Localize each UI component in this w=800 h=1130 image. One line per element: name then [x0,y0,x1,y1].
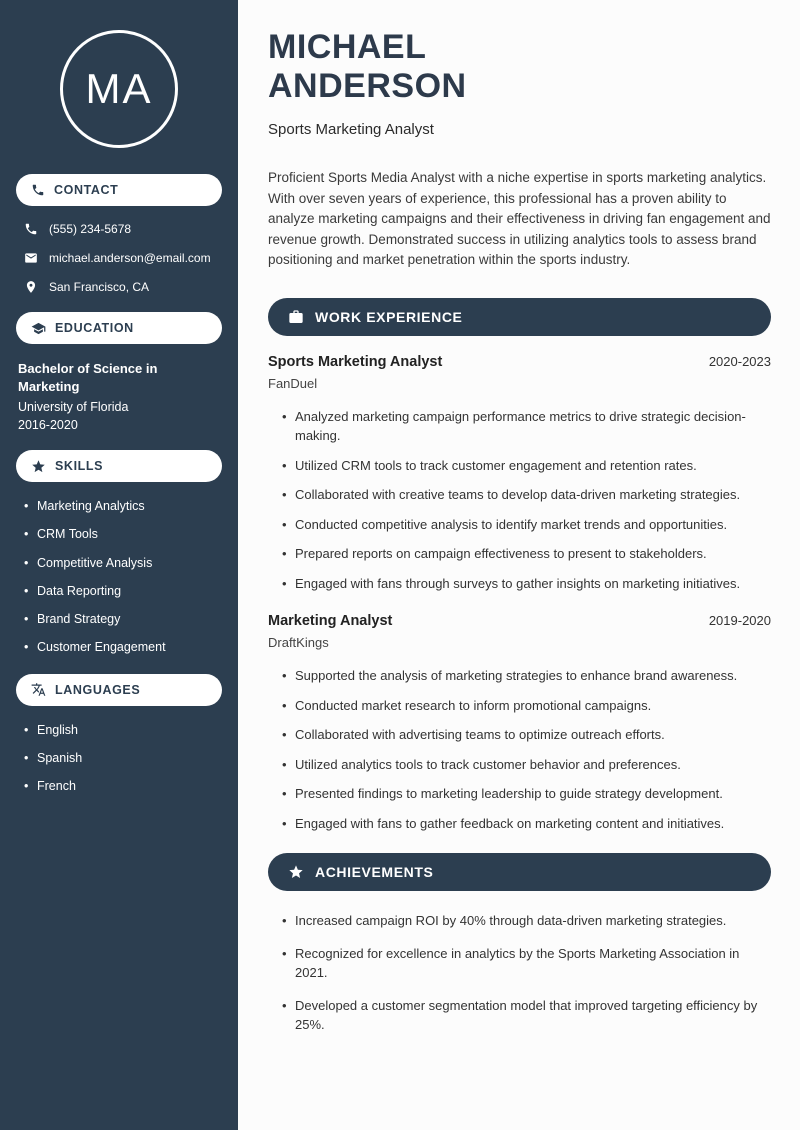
main-content [238,0,800,1130]
bullet-item: • Conducted competitive analysis to identify market trends and opportunities. [282,515,771,535]
skill-item: • Data Reporting [24,583,222,599]
translate-icon [31,682,46,697]
languages-section-header [16,674,222,706]
contact-phone-row [24,222,222,236]
achievements-header [268,853,771,891]
job-company: DraftKings [268,635,329,651]
achievements-section [268,853,771,1035]
bullet-item: • Utilized CRM tools to track customer engagement and retention rates. [282,456,771,476]
bullet-item: • Utilized analytics tools to track customer behavior and preferences. [282,755,771,775]
graduation-cap-icon [31,321,46,336]
profile-summary: Proficient Sports Media Analyst with a niche expertise in sports marketing analytics. With over seven years of experience, this professional has a proven ability to analyze marketing campaigns and their effectiveness in driving fan engagement and revenue growth. Demonstrated success in utilizing analytics tools to assess brand positioning and market penetration within the sports industry. [268,170,771,268]
phone-icon [31,183,45,197]
bullet-item: • Engaged with fans to gather feedback on marketing content and initiatives. [282,814,771,834]
skill-item: • CRM Tools [24,526,222,542]
education-title: EDUCATION [55,321,134,335]
contact-email-row [24,251,222,265]
languages-list [24,722,222,795]
last-name: ANDERSON [268,67,467,106]
languages-title: LANGUAGES [55,682,141,697]
location-value: San Francisco, CA [49,280,150,294]
sidebar [0,0,238,1130]
job-role: Marketing Analyst [268,613,393,630]
contact-section-header [16,174,222,206]
mail-icon [24,251,38,265]
language-item: • English [24,722,222,738]
skill-item: • Competitive Analysis [24,555,222,571]
school: University of Florida [18,400,129,415]
bullet-item: • Analyzed marketing campaign performance metrics to drive strategic decision-making. [282,407,771,446]
bullet-item: • Conducted market research to inform promotional campaigns. [282,696,771,716]
bullet-item: • Prepared reports on campaign effectiveness to present to stakeholders. [282,544,771,564]
achievement-item: • Recognized for excellence in analytics by the Sports Marketing Association in 2021. [282,944,771,983]
job-role: Sports Marketing Analyst [268,353,443,370]
contact-location-row [24,280,222,294]
degree: Bachelor of Science in Marketing [18,361,158,394]
person-name [268,28,771,106]
contact-title: CONTACT [54,183,119,197]
job-header-row [268,613,771,629]
job-header-row [268,354,771,370]
phone-value: (555) 234-5678 [49,222,132,236]
bullet-item: • Presented findings to marketing leadership to guide strategy development. [282,784,771,804]
achievements-list [268,911,771,1035]
phone-icon [24,222,38,236]
achievements-title: ACHIEVEMENTS [315,864,434,881]
skill-item: • Customer Engagement [24,639,222,655]
skills-section-header [16,450,222,482]
job-bullets [268,407,771,594]
bullet-item: • Engaged with fans through surveys to gather insights on marketing initiatives. [282,574,771,594]
bullet-item: • Collaborated with advertising teams to optimize outreach efforts. [282,725,771,745]
education-years: 2016-2020 [18,418,78,433]
skill-item: • Marketing Analytics [24,498,222,514]
star-icon [288,864,304,880]
language-item: • Spanish [24,750,222,766]
language-item: • French [24,778,222,794]
work-experience-header [268,298,771,336]
star-icon [31,459,46,474]
bullet-item: • Supported the analysis of marketing strategies to enhance brand awareness. [282,666,771,686]
job-company: FanDuel [268,375,318,391]
job-entry [268,354,771,594]
headline-job-title: Sports Marketing Analyst [268,121,434,139]
avatar [60,30,178,148]
email-value: michael.anderson@email.com [49,251,211,265]
job-bullets [268,666,771,833]
education-details [18,360,222,432]
briefcase-icon [288,309,304,325]
skills-title: SKILLS [55,459,104,474]
skills-list [24,498,222,656]
skill-item: • Brand Strategy [24,611,222,627]
work-experience-title: WORK EXPERIENCE [315,308,463,325]
education-section-header [16,312,222,344]
first-name: MICHAEL [268,28,427,66]
bullet-item: • Collaborated with creative teams to develop data-driven marketing strategies. [282,485,771,505]
achievement-item: • Developed a customer segmentation model that improved targeting efficiency by 25%. [282,996,771,1035]
job-entry [268,613,771,833]
job-dates: 2020-2023 [708,353,771,369]
job-dates: 2019-2020 [708,613,771,629]
location-pin-icon [24,280,38,294]
achievement-item: • Increased campaign ROI by 40% through data-driven marketing strategies. [282,911,771,931]
avatar-initials: MA [85,65,153,112]
